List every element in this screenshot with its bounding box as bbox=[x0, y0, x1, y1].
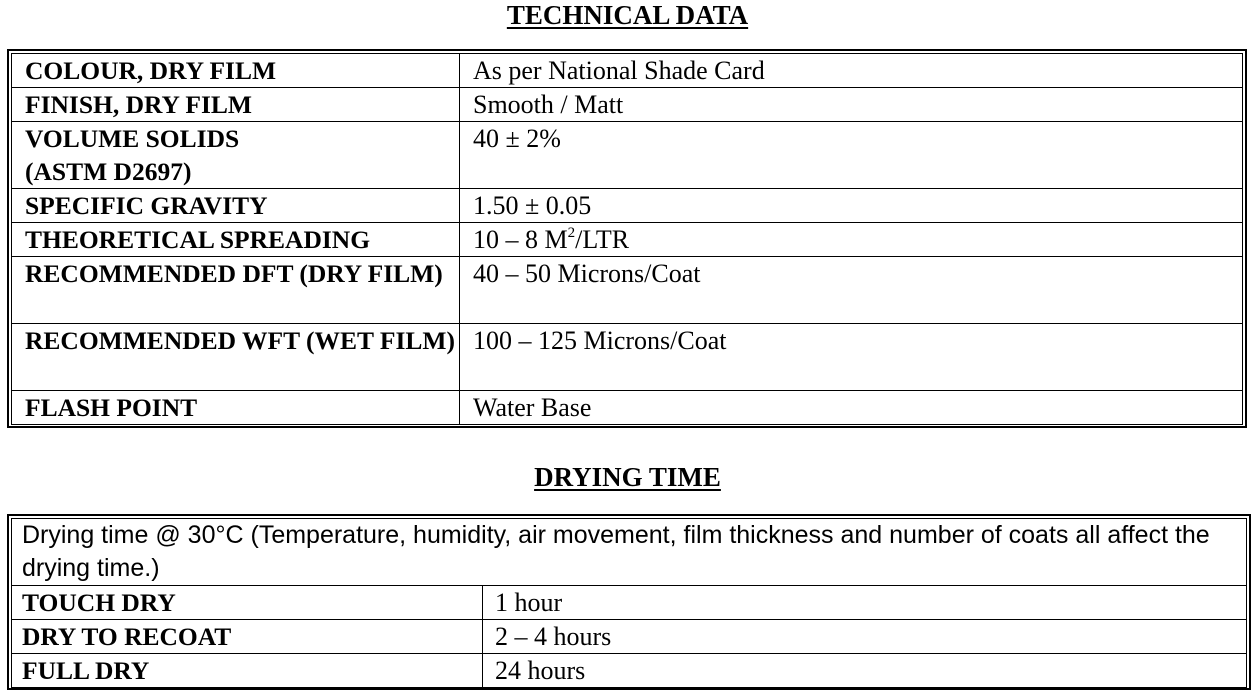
technical-data-frame bbox=[7, 49, 1247, 428]
row-label: SPECIFIC GRAVITY bbox=[12, 189, 460, 223]
table-row bbox=[12, 620, 1247, 654]
table-row bbox=[12, 122, 1243, 189]
row-value: 40 – 50 Microns/Coat bbox=[460, 257, 1243, 324]
row-label: VOLUME SOLIDS (ASTM D2697) bbox=[12, 122, 460, 189]
row-value: 1.50 ± 0.05 bbox=[460, 189, 1243, 223]
row-label: RECOMMENDED DFT (DRY FILM) bbox=[12, 257, 460, 324]
table-row bbox=[12, 391, 1243, 425]
spreading-value-prefix: 10 – 8 M bbox=[473, 225, 568, 254]
table-row bbox=[12, 54, 1243, 88]
drying-time-frame bbox=[7, 514, 1251, 690]
row-label: RECOMMENDED WFT (WET FILM) bbox=[12, 324, 460, 391]
drying-time-table bbox=[11, 518, 1247, 688]
row-value: As per National Shade Card bbox=[460, 54, 1243, 88]
technical-data-table bbox=[11, 53, 1243, 425]
table-row bbox=[12, 88, 1243, 122]
spreading-value-superscript: 2 bbox=[567, 225, 576, 241]
drying-time-heading: DRYING TIME bbox=[534, 462, 721, 492]
technical-data-heading: TECHNICAL DATA bbox=[506, 0, 749, 30]
row-value: 100 – 125 Microns/Coat bbox=[460, 324, 1243, 391]
row-value: 1 hour bbox=[483, 586, 1247, 620]
table-row bbox=[12, 519, 1247, 586]
row-label: DRY TO RECOAT bbox=[12, 620, 483, 654]
row-label: THEORETICAL SPREADING bbox=[12, 223, 460, 257]
table-row bbox=[12, 654, 1247, 688]
row-value: 2 – 4 hours bbox=[483, 620, 1247, 654]
table-row bbox=[12, 257, 1243, 324]
row-label: COLOUR, DRY FILM bbox=[12, 54, 460, 88]
row-value: 40 ± 2% bbox=[460, 122, 1243, 189]
table-row bbox=[12, 189, 1243, 223]
table-row bbox=[12, 586, 1247, 620]
row-label: FULL DRY bbox=[12, 654, 483, 688]
row-label: FLASH POINT bbox=[12, 391, 460, 425]
drying-time-note: Drying time @ 30°C (Temperature, humidity, air movement, film thickness and number of coats all affect the drying time.) bbox=[12, 519, 1247, 586]
row-label: TOUCH DRY bbox=[12, 586, 483, 620]
row-label: FINISH, DRY FILM bbox=[12, 88, 460, 122]
row-value bbox=[460, 223, 1243, 257]
table-row bbox=[12, 223, 1243, 257]
row-value: 24 hours bbox=[483, 654, 1247, 688]
row-value: Smooth / Matt bbox=[460, 88, 1243, 122]
spreading-value-suffix: /LTR bbox=[575, 225, 630, 254]
row-value: Water Base bbox=[460, 391, 1243, 425]
table-row bbox=[12, 324, 1243, 391]
